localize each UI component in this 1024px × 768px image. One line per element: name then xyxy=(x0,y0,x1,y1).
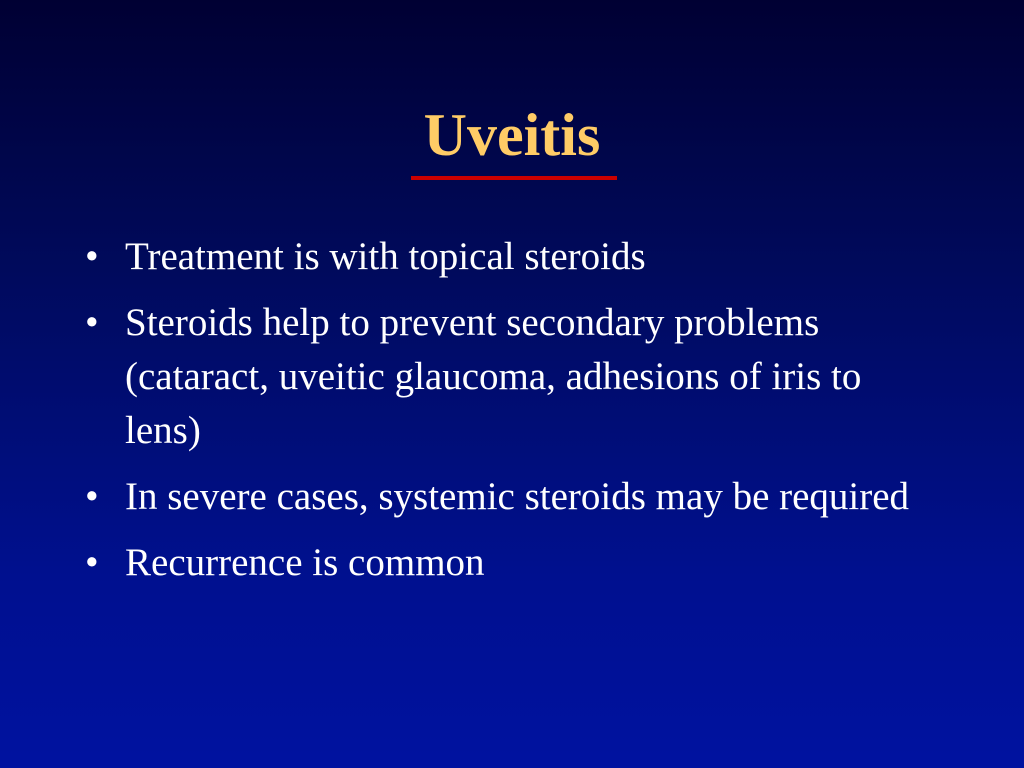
slide-title: Uveitis xyxy=(423,102,601,168)
bullet-dot-icon: • xyxy=(85,475,99,518)
bullet-text: Treatment is with topical steroids xyxy=(125,235,646,278)
bullet-item xyxy=(85,230,965,284)
bullet-dot-icon: • xyxy=(85,301,99,344)
title-underline xyxy=(411,176,617,180)
bullet-item xyxy=(85,536,965,590)
bullet-list xyxy=(85,230,965,602)
bullet-item xyxy=(85,296,945,458)
bullet-text: Recurrence is common xyxy=(125,541,485,584)
bullet-item xyxy=(85,470,925,524)
bullet-dot-icon: • xyxy=(85,541,99,584)
bullet-dot-icon: • xyxy=(85,235,99,278)
bullet-text: In severe cases, systemic steroids may be required xyxy=(125,475,910,518)
bullet-text: Steroids help to prevent secondary problems (cataract, uveitic glaucoma, adhesions of iris to lens) xyxy=(125,301,862,452)
